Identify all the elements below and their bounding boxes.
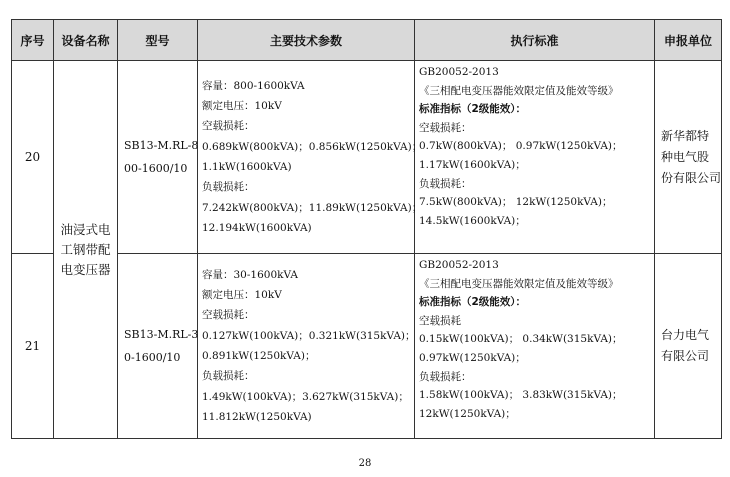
param-line: 容量：30-1600kVA [202,268,298,281]
header-standard: 执行标准 [415,20,655,61]
param-line: 0.891kW(1250kVA)； [202,350,316,362]
standard-indicator: 标准指标（2级能效）： [419,296,527,309]
standard-line: 1.58kW(100kVA)； 3.83kW(315kVA)； [419,389,623,402]
seq-cell: 21 [12,254,54,439]
standard-cell [415,61,655,254]
header-seq: 序号 [12,20,54,61]
seq-cell: 20 [12,61,54,254]
header-row [12,20,722,61]
model-cell [118,61,198,254]
unit-cell [655,254,722,439]
unit-cell [655,61,722,254]
standard-line: 14.5kW(1600kVA)； [419,214,526,227]
param-line: 11.812kW(1250kVA) [202,410,312,423]
param-line: 额定电压：10kV [202,100,282,113]
model-cell [118,254,198,439]
model-line: SB13-M.RL-3 [124,328,199,341]
unit-line: 台力电气 [661,328,710,342]
standard-code: GB20052-2013 [419,259,499,271]
param-line: 空载损耗： [202,120,255,133]
model-line: 0-1600/10 [124,351,181,364]
param-line: 7.242kW(800kVA)；11.89kW(1250kVA)； [202,201,423,214]
standard-line: 1.17kW(1600kVA)； [419,158,526,171]
param-line: 0.689kW(800kVA)；0.856kW(1250kVA)； [202,140,423,153]
param-line: 负载损耗： [202,370,255,383]
unit-line: 新华都特 [661,128,710,143]
params-cell [198,254,415,439]
product-table [11,19,722,439]
standard-line: 负载损耗： [419,177,472,190]
model-line: 00-1600/10 [124,162,188,175]
standard-line: 负载损耗： [419,370,472,383]
standard-indicator: 标准指标（2级能效）： [419,103,527,116]
param-line: 负载损耗： [202,181,255,194]
param-line: 1.49kW(100kVA)；3.627kW(315kVA)； [202,390,409,403]
standard-name: 《三相配电变压器能效限定值及能效等级》 [419,277,619,290]
model-line: SB13-M.RL-8 [124,139,199,152]
standard-line: 空载损耗： [419,121,472,134]
standard-line: 7.5kW(800kVA)； 12kW(1250kVA)； [419,196,613,209]
params-cell [198,61,423,254]
param-line: 容量：800-1600kVA [202,79,305,92]
param-line: 空载损耗： [202,309,255,322]
standard-line: 0.15kW(100kVA)； 0.34kW(315kVA)； [419,333,623,346]
standard-line: 12kW(1250kVA)； [419,407,516,420]
param-line: 1.1kW(1600kVA) [202,161,292,173]
header-device: 设备名称 [54,20,118,61]
standard-line: 0.97kW(1250kVA)； [419,351,526,364]
standard-line: 空载损耗 [419,314,461,327]
param-line: 12.194kW(1600kVA) [202,221,312,234]
header-unit: 申报单位 [655,20,722,61]
standard-line: 0.7kW(800kVA)； 0.97kW(1250kVA)； [419,140,623,153]
unit-line: 有限公司 [661,349,710,363]
page-number: 28 [358,458,372,469]
param-line: 额定电压：10kV [202,289,282,302]
standard-code: GB20052-2013 [419,66,499,78]
device-name-cell: 油浸式电工钢带配电变压器 [54,61,118,439]
header-model: 型号 [118,20,198,61]
header-params: 主要技术参数 [198,20,415,61]
standard-cell [415,254,655,439]
param-line: 0.127kW(100kVA)；0.321kW(315kVA)； [202,329,416,342]
standard-name: 《三相配电变压器能效限定值及能效等级》 [419,84,619,97]
unit-line: 种电气股 [661,149,710,164]
table-row [12,254,722,439]
unit-line: 份有限公司 [661,170,722,185]
table-row [12,61,722,254]
